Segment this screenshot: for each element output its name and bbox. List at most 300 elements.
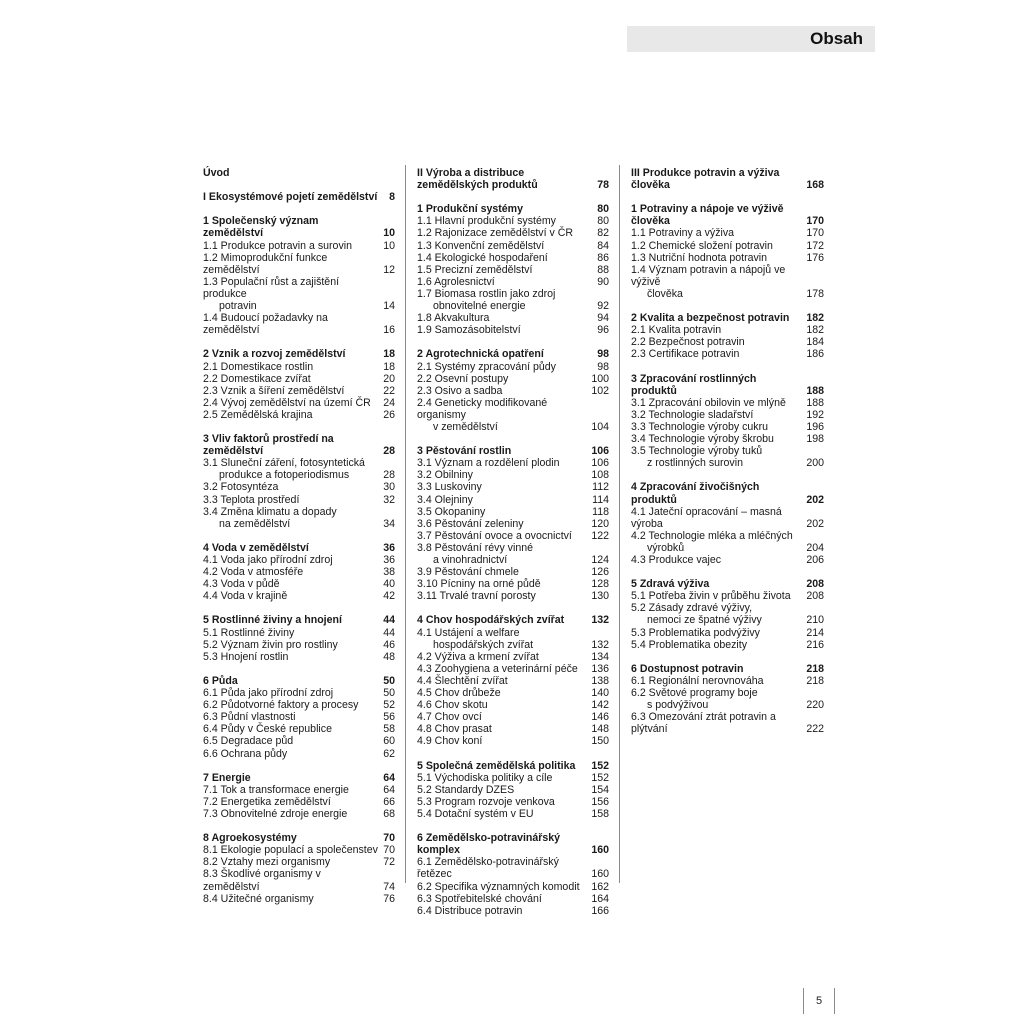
toc-entry-page: 112: [592, 481, 609, 494]
toc-entry-line: hospodářských zvířat: [433, 638, 534, 651]
toc-entry-line: 3.2 Fotosyntéza: [203, 481, 279, 494]
toc-entry-title: [203, 494, 383, 506]
toc-entry-line: 2.1 Systémy zpracování půdy: [417, 360, 556, 373]
toc-entry[interactable]: [203, 856, 395, 868]
toc-entry-line: 4.5 Chov drůbeže: [417, 687, 501, 700]
toc-entry[interactable]: [417, 530, 609, 542]
toc-section: [417, 445, 609, 602]
toc-entry[interactable]: [417, 675, 609, 687]
toc-section-heading[interactable]: [417, 614, 609, 626]
toc-entry-page: 142: [591, 699, 609, 712]
toc-entry-line: 8.4 Užitečné organismy: [203, 892, 314, 905]
toc-entry-title: [417, 578, 591, 590]
toc-entry-line: 1.1 Potraviny a výživa: [631, 227, 735, 240]
toc-entry[interactable]: [417, 590, 609, 602]
toc-entry[interactable]: [417, 252, 609, 264]
toc-section-title: 6 Půda: [203, 674, 238, 687]
toc-entry-line: 4.1 Ustájení a welfare: [417, 626, 520, 639]
toc-entry-line: 1.3 Nutriční hodnota potravin: [631, 251, 768, 264]
toc-entry[interactable]: [203, 397, 395, 409]
toc-section-heading[interactable]: [203, 348, 395, 360]
toc-entry-title: [417, 796, 591, 808]
toc-entry[interactable]: [631, 506, 824, 530]
toc-section-page: 106: [591, 445, 609, 458]
toc-entry[interactable]: [417, 494, 609, 506]
toc-entry[interactable]: [417, 796, 609, 808]
toc-entry[interactable]: [631, 324, 824, 336]
toc-section-page: 202: [806, 493, 824, 506]
toc-entry-page: 202: [806, 517, 824, 530]
toc-section-heading[interactable]: [203, 772, 395, 784]
toc-entry-title: [417, 905, 591, 917]
toc-entry[interactable]: [631, 675, 824, 687]
toc-entry-title: [203, 784, 383, 796]
toc-entry[interactable]: [203, 252, 395, 276]
toc-section-title: 3 Pěstování rostlin: [417, 445, 512, 458]
toc-entry[interactable]: [417, 893, 609, 905]
toc-entry-title: [203, 240, 383, 252]
toc-entry-line: 2.1 Kvalita potravin: [631, 324, 722, 337]
toc-section-title: I Ekosystémové pojetí zemědělství: [203, 191, 378, 204]
toc-entry-page: 76: [383, 892, 395, 905]
toc-entry[interactable]: [417, 699, 609, 711]
toc-entry-title: [631, 590, 806, 602]
toc-section-heading[interactable]: [203, 167, 395, 179]
toc-entry-title: [417, 699, 591, 711]
toc-entry-line: 3.2 Technologie sladařství: [631, 408, 754, 421]
toc-section-title: 3 Zpracování rostlinných produktů: [631, 372, 757, 397]
toc-section-heading[interactable]: [417, 760, 609, 772]
toc-entry[interactable]: [417, 506, 609, 518]
toc-entry[interactable]: [203, 240, 395, 252]
toc-entry[interactable]: [631, 252, 824, 264]
toc-section-page: 78: [597, 179, 609, 192]
toc-entry[interactable]: [417, 324, 609, 336]
toc-entry-title: [631, 264, 806, 300]
toc-section-heading[interactable]: [203, 542, 395, 554]
toc-entry[interactable]: [417, 397, 609, 433]
toc-entry[interactable]: [203, 554, 395, 566]
toc-entry-page: 80: [597, 215, 609, 228]
toc-entry-page: 214: [806, 626, 824, 639]
toc-entry-title: [631, 348, 806, 360]
toc-entry-page: 56: [383, 711, 395, 724]
toc-entry-page: 52: [383, 699, 395, 712]
toc-entry-page: 46: [383, 638, 395, 651]
toc-section-heading[interactable]: [631, 203, 824, 227]
toc-entry-title: [203, 856, 383, 868]
toc-section: [203, 614, 395, 662]
toc-section-heading[interactable]: [203, 433, 395, 457]
toc-section-title: Úvod: [203, 167, 230, 179]
toc-section-heading[interactable]: [417, 203, 609, 215]
toc-entry[interactable]: [203, 651, 395, 663]
toc-entry-line: 2.2 Domestikace zvířat: [203, 372, 311, 385]
toc-entry[interactable]: [631, 590, 824, 602]
toc-entry-page: 22: [383, 384, 395, 397]
toc-entry-page: 146: [591, 711, 609, 724]
toc-entry[interactable]: [203, 687, 395, 699]
toc-entry[interactable]: [203, 276, 395, 312]
toc-entry[interactable]: [203, 457, 395, 481]
toc-entry[interactable]: [203, 735, 395, 747]
toc-entry-page: 124: [591, 554, 609, 566]
toc-entry-page: 118: [592, 505, 609, 518]
toc-entry[interactable]: [417, 566, 609, 578]
toc-entry-page: 154: [591, 783, 609, 796]
toc-entry-line: nemoci ze špatné výživy: [647, 614, 762, 627]
toc-entry-page: 92: [597, 300, 609, 313]
toc-entry-title: [203, 651, 383, 663]
toc-entry-line: 1.4 Význam potravin a nápojů ve výživě: [631, 263, 786, 288]
toc-entry[interactable]: [203, 844, 395, 856]
toc-section-heading[interactable]: [203, 191, 395, 203]
toc-entry[interactable]: [203, 893, 395, 905]
toc-entry[interactable]: [203, 796, 395, 808]
toc-entry-title: [417, 312, 597, 324]
toc-entry-title: [417, 264, 597, 276]
toc-entry-line: 1.3 Konvenční zemědělství: [417, 239, 545, 252]
toc-entry-line: 5.1 Rostlinné živiny: [203, 626, 295, 639]
toc-entry-title: [203, 481, 383, 493]
toc-entry-title: [417, 506, 592, 518]
toc-entry-page: 162: [591, 880, 609, 893]
toc-section: [203, 542, 395, 602]
toc-section-title: 2 Agrotechnická opatření: [417, 348, 544, 361]
toc-entry[interactable]: [631, 348, 824, 360]
toc-entry-page: 24: [383, 396, 395, 409]
toc-entry[interactable]: [417, 856, 609, 880]
toc-entry[interactable]: [417, 469, 609, 481]
toc-entry-page: 136: [591, 662, 609, 675]
toc-section-page: 160: [591, 844, 609, 857]
toc-section-heading[interactable]: [631, 373, 824, 397]
toc-entry-title: [417, 385, 591, 397]
toc-entry-title: [203, 735, 383, 747]
toc-entry[interactable]: [631, 336, 824, 348]
toc-entry-title: [203, 361, 383, 373]
toc-entry-line: 5.2 Zásady zdravé výživy,: [631, 602, 753, 615]
toc-entry-title: [631, 409, 806, 421]
toc-entry[interactable]: [203, 373, 395, 385]
toc-entry[interactable]: [417, 385, 609, 397]
toc-entry-line: 7.2 Energetika zemědělství: [203, 795, 331, 808]
toc-entry[interactable]: [417, 373, 609, 385]
toc-entry-line: 5.2 Standardy DZES: [417, 783, 515, 796]
toc-entry-page: 150: [591, 735, 609, 748]
toc-entry[interactable]: [203, 627, 395, 639]
toc-entry[interactable]: [631, 421, 824, 433]
toc-entry-line: 6.5 Degradace půd: [203, 735, 294, 748]
toc-section-title: 2 Vznik a rozvoj zemědělství: [203, 348, 346, 361]
toc-entry-page: 216: [806, 638, 824, 651]
toc-section-page: 10: [383, 227, 395, 240]
toc-entry-page: 130: [591, 590, 609, 603]
toc-entry-line: 2.2 Osevní postupy: [417, 372, 509, 385]
toc-entry[interactable]: [417, 808, 609, 820]
toc-entry-line: 3.5 Technologie výroby tuků: [631, 445, 763, 458]
toc-entry[interactable]: [631, 711, 824, 735]
toc-entry[interactable]: [417, 735, 609, 747]
toc-entry[interactable]: [631, 602, 824, 626]
toc-entry-title: [631, 252, 806, 264]
toc-section-heading[interactable]: [631, 312, 824, 324]
toc-entry-line: 1.2 Chemické složení potravin: [631, 239, 773, 252]
toc-entry[interactable]: [417, 276, 609, 288]
toc-entry-line: 3.7 Pěstování ovoce a ovocnictví: [417, 529, 572, 542]
toc-entry-line: 1.2 Rajonizace zemědělství v ČR: [417, 227, 574, 240]
toc-entry-title: [203, 796, 383, 808]
toc-entry[interactable]: [203, 494, 395, 506]
toc-entry-page: 114: [592, 493, 609, 506]
toc-entry-line: 5.3 Program rozvoje venkova: [417, 795, 555, 808]
toc-entry-title: [631, 397, 806, 409]
toc-entry-title: [417, 808, 591, 820]
toc-entry-page: 86: [597, 251, 609, 264]
toc-entry-page: 66: [383, 795, 395, 808]
toc-section: [631, 481, 824, 566]
toc-section-heading[interactable]: [417, 348, 609, 360]
toc-section-title: 4 Voda v zemědělství: [203, 541, 309, 554]
toc-entry-page: 182: [806, 324, 824, 337]
toc-entry[interactable]: [631, 687, 824, 711]
toc-entry-title: [631, 445, 806, 469]
toc-section: [203, 348, 395, 421]
toc-section: [417, 832, 609, 917]
toc-entry-line: 6.2 Půdotvorné faktory a procesy: [203, 699, 359, 712]
toc-entry-page: 134: [591, 650, 609, 663]
toc-entry[interactable]: [417, 881, 609, 893]
toc-entry-line: 3.3 Teplota prostředí: [203, 493, 300, 506]
toc-entry[interactable]: [203, 312, 395, 336]
toc-section-heading[interactable]: [203, 215, 395, 239]
toc-section-heading[interactable]: [417, 445, 609, 457]
toc-entry-title: [417, 252, 597, 264]
toc-entry-title: [203, 397, 383, 409]
toc-entry[interactable]: [417, 711, 609, 723]
toc-entry-page: 166: [591, 904, 609, 917]
toc-entry-page: 220: [806, 699, 824, 712]
toc-entry[interactable]: [203, 748, 395, 760]
toc-entry-page: 40: [383, 578, 395, 591]
toc-section-title: 7 Energie: [203, 771, 251, 784]
toc-entry-title: [417, 361, 597, 373]
toc-entry[interactable]: [417, 518, 609, 530]
toc-entry-title: [417, 627, 591, 651]
toc-entry[interactable]: [631, 227, 824, 239]
toc-section-heading[interactable]: [417, 167, 609, 191]
toc-entry[interactable]: [203, 784, 395, 796]
toc-entry[interactable]: [631, 530, 824, 554]
toc-entry-title: [417, 687, 591, 699]
toc-section-page: 80: [597, 203, 609, 216]
toc-section-title: 6 Dostupnost potravin: [631, 662, 744, 675]
toc-entry[interactable]: [631, 264, 824, 300]
toc-entry[interactable]: [203, 566, 395, 578]
toc-section-heading[interactable]: [203, 614, 395, 626]
toc-entry-page: 102: [591, 384, 609, 397]
toc-entry-line: 5.1 Potřeba živin v průběhu života: [631, 590, 791, 603]
page-number-box: [803, 988, 835, 1016]
toc-entry-title: [203, 808, 383, 820]
toc-entry-title: [631, 324, 806, 336]
toc-entry[interactable]: [417, 361, 609, 373]
toc-entry-title: [631, 433, 806, 445]
toc-entry-title: [417, 663, 591, 675]
toc-entry-title: [203, 506, 383, 530]
toc-entry[interactable]: [203, 639, 395, 651]
toc-entry-title: [631, 639, 806, 651]
toc-entry-page: 48: [383, 650, 395, 663]
toc-section-heading[interactable]: [417, 832, 609, 856]
toc-entry-title: [417, 215, 597, 227]
toc-entry-page: 14: [383, 300, 395, 313]
toc-entry[interactable]: [203, 385, 395, 397]
toc-entry[interactable]: [203, 868, 395, 892]
toc-entry-line: 3.3 Luskoviny: [417, 481, 482, 494]
toc-entry[interactable]: [203, 578, 395, 590]
toc-entry-title: [631, 627, 806, 639]
toc-section-heading[interactable]: [631, 481, 824, 505]
toc-entry-title: [203, 312, 383, 336]
page-title: Obsah: [810, 29, 863, 48]
toc-section-title: 5 Zdravá výživa: [631, 578, 710, 591]
toc-entry[interactable]: [417, 578, 609, 590]
toc-entry[interactable]: [203, 699, 395, 711]
toc-entry[interactable]: [631, 639, 824, 651]
toc-entry-line: 8.1 Ekologie populací a společenstev: [203, 844, 378, 857]
toc-entry-title: [203, 748, 383, 760]
toc-entry[interactable]: [417, 288, 609, 312]
toc-entry-line: 3.10 Pícniny na orné půdě: [417, 578, 541, 591]
toc-entry[interactable]: [417, 784, 609, 796]
toc-entry[interactable]: [203, 409, 395, 421]
toc-entry[interactable]: [203, 506, 395, 530]
toc-entry-line: 4.4 Voda v krajině: [203, 590, 288, 603]
toc-section-title: 5 Rostlinné živiny a hnojení: [203, 614, 342, 627]
toc-entry-page: 122: [591, 529, 609, 542]
toc-section-page: 64: [383, 771, 395, 784]
toc-entry[interactable]: [631, 397, 824, 409]
toc-section-page: 28: [383, 445, 395, 458]
toc-entry-page: 104: [591, 420, 609, 433]
toc-entry[interactable]: [203, 361, 395, 373]
toc-entry-title: [417, 288, 597, 312]
toc-entry[interactable]: [417, 772, 609, 784]
toc-entry[interactable]: [203, 723, 395, 735]
toc-entry-line: 3.8 Pěstování révy vinné: [417, 541, 534, 554]
toc-entry-title: [631, 554, 806, 566]
toc-entry-title: [417, 881, 591, 893]
toc-entry-page: 26: [383, 408, 395, 421]
toc-entry-line: 4.3 Zoohygiena a veterinární péče: [417, 662, 578, 675]
toc-section-heading[interactable]: [631, 578, 824, 590]
toc-entry-line: 5.4 Dotační systém v EU: [417, 807, 534, 820]
toc-entry-page: 204: [806, 541, 824, 554]
toc-entry-page: 170: [806, 227, 824, 240]
toc-entry-title: [203, 723, 383, 735]
toc-entry-line: 1.9 Samozásobitelství: [417, 324, 521, 337]
toc-entry[interactable]: [417, 264, 609, 276]
toc-entry[interactable]: [417, 240, 609, 252]
toc-entry-page: 176: [806, 251, 824, 264]
toc-entry-line: 1.1 Produkce potravin a surovin: [203, 239, 352, 252]
toc-entry-page: 60: [383, 735, 395, 748]
toc-section-heading[interactable]: [203, 675, 395, 687]
toc-section: [203, 215, 395, 336]
toc-entry[interactable]: [631, 627, 824, 639]
toc-entry[interactable]: [417, 663, 609, 675]
toc-entry-page: 158: [591, 807, 609, 820]
toc-entry-page: 188: [806, 396, 824, 409]
toc-section-page: 170: [806, 215, 824, 228]
toc-entry-title: [417, 723, 591, 735]
toc-entry[interactable]: [631, 240, 824, 252]
toc-entry[interactable]: [417, 312, 609, 324]
toc-entry-page: 38: [383, 566, 395, 579]
toc-entry-line: 4.7 Chov ovcí: [417, 711, 482, 724]
toc-entry-line: 2.1 Domestikace rostlin: [203, 360, 314, 373]
toc-entry[interactable]: [417, 215, 609, 227]
toc-entry[interactable]: [417, 227, 609, 239]
toc-section-heading[interactable]: [631, 167, 824, 191]
toc-section: [631, 578, 824, 651]
toc-entry[interactable]: [417, 457, 609, 469]
toc-entry-line: 4.6 Chov skotu: [417, 699, 488, 712]
toc-entry-page: 106: [591, 457, 609, 470]
toc-section-title: 2 Kvalita a bezpečnost potravin: [631, 312, 790, 325]
toc-entry-title: [203, 276, 383, 312]
toc-entry-page: 218: [806, 674, 824, 687]
toc-entry[interactable]: [631, 409, 824, 421]
toc-section-title: 4 Zpracování živočišných produktů: [631, 481, 760, 506]
toc-entry-page: 82: [597, 227, 609, 240]
toc-section-heading[interactable]: [631, 663, 824, 675]
toc-entry-page: 210: [806, 614, 824, 627]
toc-entry-page: 32: [383, 493, 395, 506]
toc-section-page: 132: [591, 614, 609, 627]
toc-entry-page: 90: [597, 275, 609, 288]
toc-section-heading[interactable]: [203, 832, 395, 844]
toc-entry[interactable]: [417, 542, 609, 566]
toc-entry[interactable]: [631, 433, 824, 445]
toc-entry[interactable]: [417, 687, 609, 699]
toc-entry[interactable]: [417, 627, 609, 651]
toc-entry-line: 3.9 Pěstování chmele: [417, 566, 519, 579]
toc-entry[interactable]: [203, 590, 395, 602]
toc-entry[interactable]: [417, 723, 609, 735]
toc-entry[interactable]: [203, 481, 395, 493]
toc-section-title: II Výroba a distribuce zemědělských produktů: [417, 167, 538, 192]
toc-entry-title: [417, 481, 592, 493]
toc-entry[interactable]: [203, 808, 395, 820]
toc-entry-page: 160: [591, 868, 609, 881]
toc-entry[interactable]: [631, 445, 824, 469]
toc-entry[interactable]: [203, 711, 395, 723]
toc-entry[interactable]: [631, 554, 824, 566]
toc-entry-line: 6.2 Specifika významných komodit: [417, 880, 580, 893]
toc-entry[interactable]: [417, 651, 609, 663]
toc-entry-page: 200: [806, 457, 824, 470]
toc-entry-page: 72: [383, 856, 395, 869]
toc-entry-line: v zemědělství: [433, 420, 498, 433]
toc-entry-page: 94: [597, 312, 609, 325]
toc-entry-page: 96: [597, 324, 609, 337]
toc-section-title: 1 Společenský význam zemědělství: [203, 215, 319, 240]
toc-entry[interactable]: [417, 481, 609, 493]
toc-section-title: 1 Potraviny a nápoje ve výživě člověka: [631, 203, 784, 228]
toc-entry[interactable]: [417, 905, 609, 917]
